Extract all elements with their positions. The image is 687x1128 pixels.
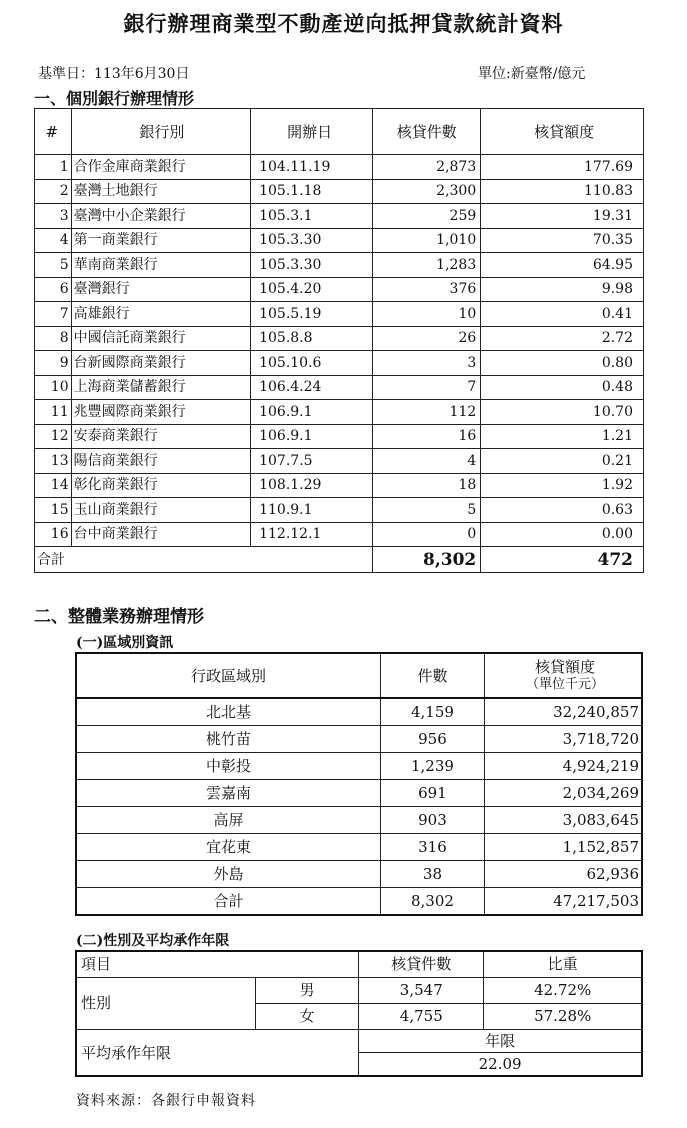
page-title: 銀行辦理商業型不動產逆向抵押貸款統計資料 <box>123 11 564 36</box>
header-gender-count: 核貸件數 <box>359 951 484 978</box>
row-region-amount: 1,152,857 <box>484 834 642 861</box>
row-date: 105.1.18 <box>251 179 373 204</box>
row-count: 1,010 <box>373 228 481 253</box>
table-row <box>35 424 644 449</box>
row-count: 2,873 <box>373 155 481 180</box>
row-region-count: 903 <box>380 807 484 834</box>
row-date: 105.3.30 <box>251 253 373 278</box>
row-amount: 0.80 <box>481 351 644 376</box>
row-no: 9 <box>35 351 72 376</box>
row-no: 2 <box>35 179 72 204</box>
row-amount: 2.72 <box>481 326 644 351</box>
row-amount: 64.95 <box>481 253 644 278</box>
total-row <box>35 547 644 573</box>
row-date: 112.12.1 <box>251 522 373 547</box>
row-date: 106.4.24 <box>251 375 373 400</box>
row-no: 12 <box>35 424 72 449</box>
row-amount: 1.92 <box>481 473 644 498</box>
row-region: 北北基 <box>76 698 380 726</box>
row-region-amount: 2,034,269 <box>484 780 642 807</box>
row-bank: 臺灣銀行 <box>71 277 250 302</box>
row-no: 6 <box>35 277 72 302</box>
row-amount: 9.98 <box>481 277 644 302</box>
table-row <box>35 473 644 498</box>
table-row <box>76 780 642 807</box>
row-date: 105.5.19 <box>251 302 373 327</box>
gender-table <box>75 950 643 1077</box>
row-region-count: 8,302 <box>380 888 484 916</box>
region-table <box>75 652 643 916</box>
row-bank: 高雄銀行 <box>71 302 250 327</box>
row-bank: 安泰商業銀行 <box>71 424 250 449</box>
avg-header: 年限 <box>359 1030 642 1053</box>
bank-table <box>34 108 644 573</box>
row-bank: 玉山商業銀行 <box>71 498 250 523</box>
row-region: 桃竹苗 <box>76 726 380 753</box>
table-row <box>35 253 644 278</box>
header-region-count: 件數 <box>380 653 484 698</box>
row-no: 15 <box>35 498 72 523</box>
row-date: 105.3.30 <box>251 228 373 253</box>
source-note: 資料來源：各銀行申報資料 <box>76 1093 256 1109</box>
row-no: 16 <box>35 522 72 547</box>
row-date: 107.7.5 <box>251 449 373 474</box>
row-amount: 110.83 <box>481 179 644 204</box>
table-row <box>76 861 642 888</box>
header-no: # <box>35 109 72 155</box>
region-heading: (一)區域別資訊 <box>76 635 174 651</box>
row-date: 105.10.6 <box>251 351 373 376</box>
row-no: 4 <box>35 228 72 253</box>
female-count: 4,755 <box>359 1004 484 1030</box>
row-no: 1 <box>35 155 72 180</box>
section1-heading: 一、個別銀行辦理情形 <box>34 89 195 108</box>
table-row <box>35 155 644 180</box>
row-region-amount: 3,718,720 <box>484 726 642 753</box>
table-row <box>76 807 642 834</box>
row-bank: 上海商業儲蓄銀行 <box>71 375 250 400</box>
male-count: 3,547 <box>359 978 484 1004</box>
row-bank: 臺灣中小企業銀行 <box>71 204 250 229</box>
row-region: 外島 <box>76 861 380 888</box>
header-amount-line1: 核貸額度 <box>534 657 595 676</box>
row-region-count: 956 <box>380 726 484 753</box>
row-bank: 台新國際商業銀行 <box>71 351 250 376</box>
row-amount: 0.21 <box>481 449 644 474</box>
table-row <box>76 834 642 861</box>
row-count: 16 <box>373 424 481 449</box>
row-region: 中彰投 <box>76 753 380 780</box>
row-amount: 0.63 <box>481 498 644 523</box>
avg-label: 平均承作年限 <box>76 1030 359 1077</box>
base-date: 基準日：113年6月30日 <box>38 66 190 82</box>
row-region-count: 316 <box>380 834 484 861</box>
row-region: 合計 <box>76 888 380 916</box>
row-amount: 0.00 <box>481 522 644 547</box>
row-count: 376 <box>373 277 481 302</box>
header-count: 核貸件數 <box>373 109 481 155</box>
table-row <box>35 449 644 474</box>
row-no: 14 <box>35 473 72 498</box>
row-count: 259 <box>373 204 481 229</box>
total-label: 合計 <box>35 547 373 573</box>
row-count: 4 <box>373 449 481 474</box>
row-count: 5 <box>373 498 481 523</box>
row-count: 3 <box>373 351 481 376</box>
row-no: 8 <box>35 326 72 351</box>
female-ratio: 57.28% <box>484 1004 642 1030</box>
table-row <box>35 375 644 400</box>
header-date: 開辦日 <box>251 109 373 155</box>
table-row <box>76 698 642 726</box>
header-amount: 核貸額度 <box>481 109 644 155</box>
gender-label: 性別 <box>76 978 255 1030</box>
row-count: 10 <box>373 302 481 327</box>
row-region-amount: 62,936 <box>484 861 642 888</box>
row-region-count: 4,159 <box>380 698 484 726</box>
header-bank: 銀行別 <box>71 109 250 155</box>
table-row <box>35 179 644 204</box>
row-amount: 70.35 <box>481 228 644 253</box>
row-amount: 0.41 <box>481 302 644 327</box>
row-no: 7 <box>35 302 72 327</box>
row-no: 13 <box>35 449 72 474</box>
gender-heading: (二)性別及平均承作年限 <box>76 933 230 949</box>
table-row <box>35 302 644 327</box>
row-date: 110.9.1 <box>251 498 373 523</box>
row-bank: 陽信商業銀行 <box>71 449 250 474</box>
row-bank: 彰化商業銀行 <box>71 473 250 498</box>
row-bank: 中國信託商業銀行 <box>71 326 250 351</box>
header-item: 項目 <box>76 951 359 978</box>
row-bank: 第一商業銀行 <box>71 228 250 253</box>
total-count: 8,302 <box>373 547 481 573</box>
section2-heading: 二、整體業務辦理情形 <box>34 607 204 627</box>
row-region-amount: 3,083,645 <box>484 807 642 834</box>
row-date: 108.1.29 <box>251 473 373 498</box>
unit-label: 單位:新臺幣/億元 <box>478 66 586 82</box>
row-date: 106.9.1 <box>251 400 373 425</box>
row-amount: 10.70 <box>481 400 644 425</box>
row-region: 高屏 <box>76 807 380 834</box>
gender-male: 男 <box>255 978 358 1004</box>
row-region: 宜花東 <box>76 834 380 861</box>
table-row <box>76 888 642 916</box>
row-region-amount: 32,240,857 <box>484 698 642 726</box>
row-no: 5 <box>35 253 72 278</box>
row-count: 112 <box>373 400 481 425</box>
row-count: 0 <box>373 522 481 547</box>
row-bank: 臺灣土地銀行 <box>71 179 250 204</box>
row-no: 10 <box>35 375 72 400</box>
row-no: 11 <box>35 400 72 425</box>
total-amount: 472 <box>481 547 644 573</box>
table-row <box>35 498 644 523</box>
row-region: 雲嘉南 <box>76 780 380 807</box>
row-region-count: 691 <box>380 780 484 807</box>
header-amount-line2: （單位千元） <box>525 676 604 692</box>
row-amount: 177.69 <box>481 155 644 180</box>
row-date: 104.11.19 <box>251 155 373 180</box>
table-row <box>35 351 644 376</box>
row-amount: 1.21 <box>481 424 644 449</box>
table-row <box>76 753 642 780</box>
row-region-count: 38 <box>380 861 484 888</box>
table-row <box>35 326 644 351</box>
row-count: 1,283 <box>373 253 481 278</box>
row-date: 105.4.20 <box>251 277 373 302</box>
row-bank: 台中商業銀行 <box>71 522 250 547</box>
row-date: 106.9.1 <box>251 424 373 449</box>
header-region: 行政區域別 <box>76 653 380 698</box>
row-bank: 合作金庫商業銀行 <box>71 155 250 180</box>
table-row <box>35 228 644 253</box>
row-amount: 0.48 <box>481 375 644 400</box>
row-amount: 19.31 <box>481 204 644 229</box>
row-bank: 華南商業銀行 <box>71 253 250 278</box>
row-region-amount: 47,217,503 <box>484 888 642 916</box>
row-count: 2,300 <box>373 179 481 204</box>
table-row <box>35 400 644 425</box>
row-region-count: 1,239 <box>380 753 484 780</box>
row-region-amount: 4,924,219 <box>484 753 642 780</box>
row-no: 3 <box>35 204 72 229</box>
table-row <box>76 726 642 753</box>
table-row <box>35 277 644 302</box>
row-count: 26 <box>373 326 481 351</box>
row-date: 105.8.8 <box>251 326 373 351</box>
header-ratio: 比重 <box>484 951 642 978</box>
row-bank: 兆豐國際商業銀行 <box>71 400 250 425</box>
male-ratio: 42.72% <box>484 978 642 1004</box>
row-count: 18 <box>373 473 481 498</box>
table-row <box>35 522 644 547</box>
gender-female: 女 <box>255 1004 358 1030</box>
avg-value: 22.09 <box>359 1053 642 1077</box>
header-region-amount <box>484 653 642 698</box>
row-date: 105.3.1 <box>251 204 373 229</box>
row-count: 7 <box>373 375 481 400</box>
table-row <box>35 204 644 229</box>
